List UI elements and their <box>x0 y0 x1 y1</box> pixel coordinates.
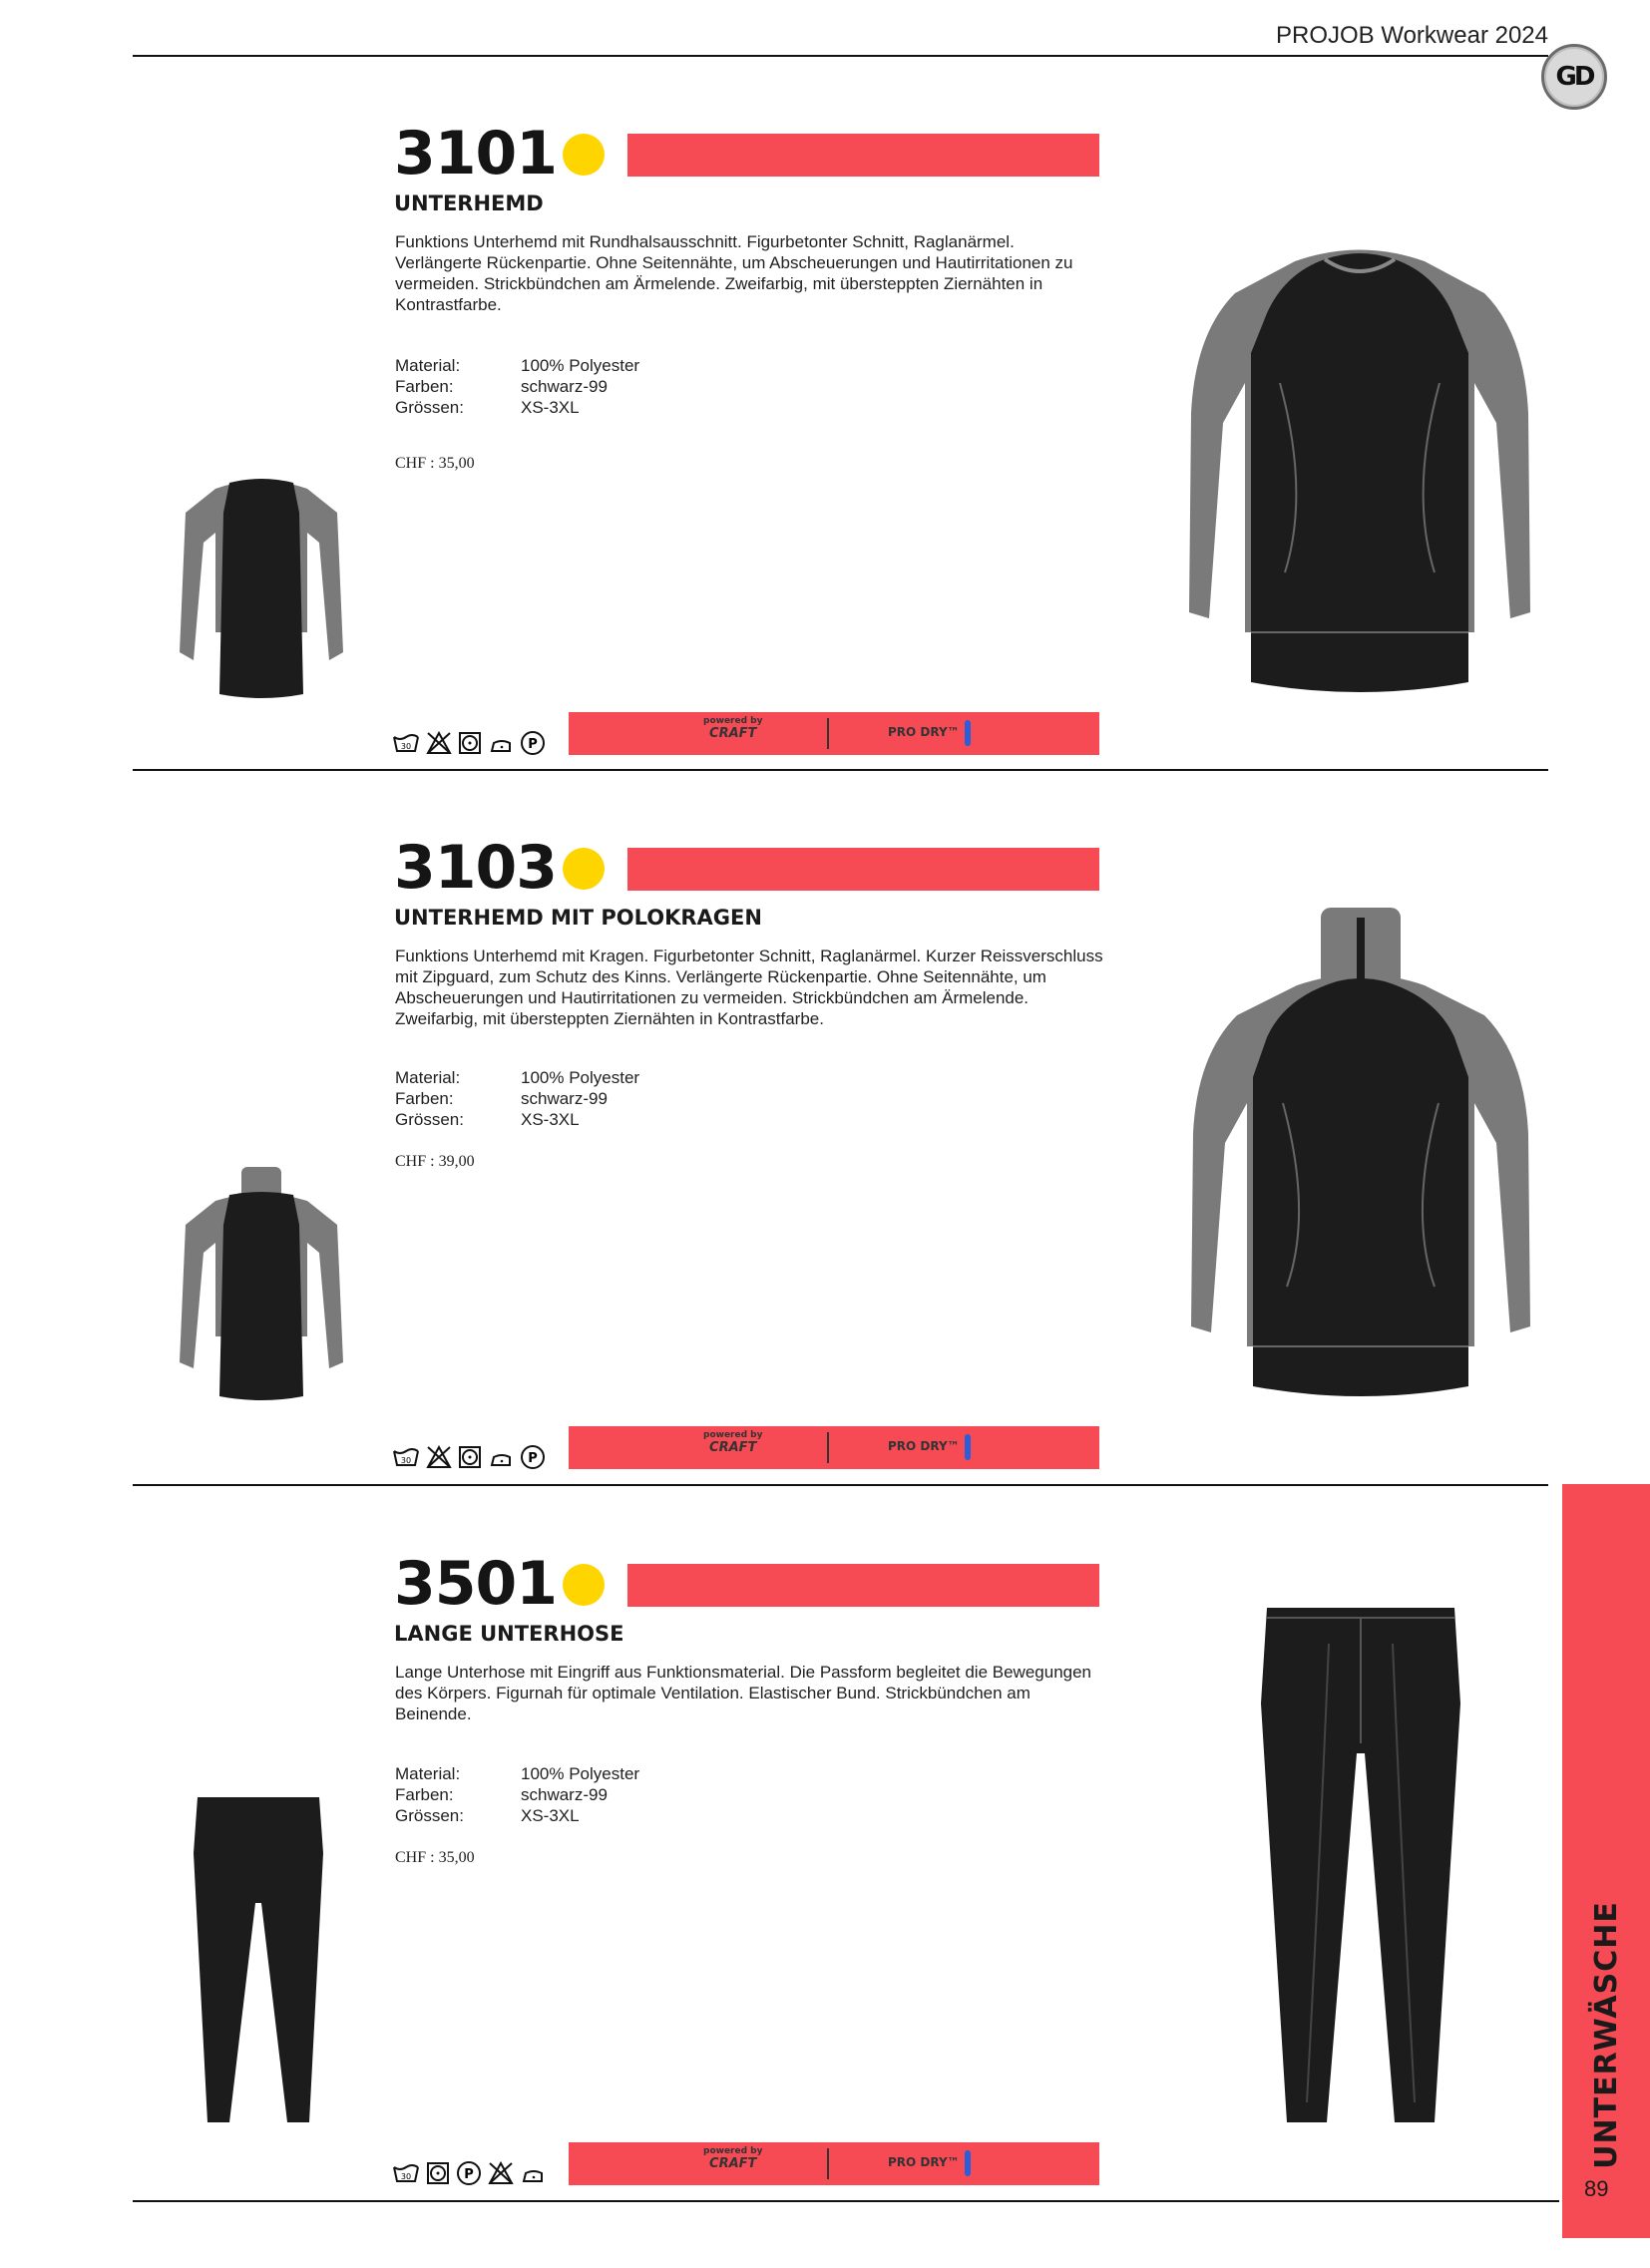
dryclean-p-icon <box>520 1444 546 1470</box>
product-name: LANGE UNTERHOSE <box>394 1622 624 1646</box>
brand-bar <box>569 1426 1099 1469</box>
section-divider <box>133 1484 1548 1486</box>
droplet-icon <box>965 720 971 746</box>
spec-label: Farben: <box>395 377 454 396</box>
brand-logo: GD <box>1541 44 1607 110</box>
category-tab-label: UNTERWÄSCHE <box>1588 1900 1624 2169</box>
care-icons <box>392 1444 546 1470</box>
spec-label: Material: <box>395 1068 461 1087</box>
wash-30-icon <box>392 731 420 755</box>
prodry-logo: PRO DRY™ <box>888 2155 960 2169</box>
color-dot <box>563 848 605 890</box>
header-rule <box>133 55 1548 57</box>
product-price: CHF : 35,00 <box>395 1849 475 1866</box>
prodry-logo: PRO DRY™ <box>888 725 960 739</box>
wash-30-icon <box>392 1445 420 1469</box>
product-specs <box>395 355 639 418</box>
spec-value: schwarz-99 <box>521 1089 608 1108</box>
svg-text:P: P <box>528 1451 538 1466</box>
product-number: 3101 <box>394 119 557 189</box>
dryclean-p-icon <box>520 730 546 756</box>
spec-value: XS-3XL <box>521 1110 580 1129</box>
color-dot <box>563 134 605 176</box>
product-image-back <box>192 1793 325 2126</box>
product-image-front <box>1187 908 1534 1400</box>
spec-value: XS-3XL <box>521 1806 580 1825</box>
product-section <box>0 1549 1650 2268</box>
product-section <box>0 833 1650 1552</box>
craft-logo: powered by CRAFT <box>703 716 763 741</box>
product-name: UNTERHEMD MIT POLOKRAGEN <box>394 906 762 930</box>
product-number: 3103 <box>394 833 557 903</box>
spec-value: 100% Polyester <box>521 356 640 375</box>
prodry-logo: PRO DRY™ <box>888 1439 960 1453</box>
product-specs <box>395 1763 639 1826</box>
product-number: 3501 <box>394 1549 557 1619</box>
spec-value: schwarz-99 <box>521 1785 608 1804</box>
wash-30-icon <box>392 2161 420 2185</box>
product-price: CHF : 39,00 <box>395 1153 475 1170</box>
product-price: CHF : 35,00 <box>395 455 475 472</box>
svg-text:P: P <box>464 2167 474 2182</box>
droplet-icon <box>965 2150 971 2176</box>
spec-value: schwarz-99 <box>521 377 608 396</box>
product-image-back <box>178 1167 345 1402</box>
brand-bar <box>569 2142 1099 2185</box>
no-bleach-icon <box>426 1445 452 1469</box>
spec-label: Grössen: <box>395 1806 464 1825</box>
product-image-back <box>178 473 345 700</box>
spec-label: Farben: <box>395 1785 454 1804</box>
spec-value: XS-3XL <box>521 398 580 417</box>
spec-label: Material: <box>395 356 461 375</box>
product-description: Funktions Unterhemd mit Rundhalsausschnitt. Figurbetonter Schnitt, Raglanärmel. Verlängerte Rückenpartie. Ohne Seitennähte, um Abscheuerungen und Hautirritationen zu vermeiden. Strickbündchen am Ärmelende. Zweifarbig, mit übersteppten Ziernähten in Kontrastfarbe. <box>395 232 1073 314</box>
brand-divider <box>827 1432 829 1463</box>
iron-low-icon <box>488 731 514 755</box>
spec-label: Grössen: <box>395 398 464 417</box>
droplet-icon <box>965 1434 971 1460</box>
tumble-dry-icon <box>426 2161 450 2185</box>
accent-bar <box>627 134 1099 177</box>
product-image-front <box>1259 1604 1462 2126</box>
tumble-dry-icon <box>458 1445 482 1469</box>
no-bleach-icon <box>488 2161 514 2185</box>
section-divider <box>133 769 1548 771</box>
svg-text:30: 30 <box>400 742 412 751</box>
care-icons <box>392 730 546 756</box>
tumble-dry-icon <box>458 731 482 755</box>
page-number: 89 <box>1584 2176 1609 2201</box>
svg-text:30: 30 <box>400 2172 412 2181</box>
product-description: Lange Unterhose mit Eingriff aus Funktionsmaterial. Die Passform begleitet die Bewegungen des Körpers. Figurnah für optimale Ventilation. Elastischer Bund. Strickbündchen am Beinende. <box>395 1663 1092 1723</box>
product-section <box>0 119 1650 838</box>
craft-logo: powered by CRAFT <box>703 2146 763 2171</box>
product-image-front <box>1185 233 1534 694</box>
accent-bar <box>627 1564 1099 1607</box>
brand-divider <box>827 718 829 749</box>
iron-low-icon <box>520 2161 546 2185</box>
brand-bar <box>569 712 1099 755</box>
spec-label: Material: <box>395 1764 461 1783</box>
brand-divider <box>827 2148 829 2179</box>
spec-value: 100% Polyester <box>521 1068 640 1087</box>
product-description: Funktions Unterhemd mit Kragen. Figurbetonter Schnitt, Raglanärmel. Kurzer Reissverschluss mit Zipguard, zum Schutz des Kinns. Verlängerte Rückenpartie. Ohne Seitennähte, um Abscheuerungen und Hautirritationen zu vermeiden. Strickbündchen am Ärmelende. Zweifarbig, mit übersteppten Ziernähten in Kontrastfarbe. <box>395 946 1103 1028</box>
spec-label: Grössen: <box>395 1110 464 1129</box>
iron-low-icon <box>488 1445 514 1469</box>
svg-text:30: 30 <box>400 1456 412 1465</box>
craft-logo: powered by CRAFT <box>703 1430 763 1455</box>
spec-value: 100% Polyester <box>521 1764 640 1783</box>
product-name: UNTERHEMD <box>394 191 544 215</box>
footer-rule <box>133 2200 1559 2202</box>
dryclean-p-icon <box>456 2160 482 2186</box>
product-specs <box>395 1067 639 1130</box>
svg-text:P: P <box>528 737 538 752</box>
header-title: PROJOB Workwear 2024 <box>1276 22 1548 49</box>
care-icons <box>392 2160 546 2186</box>
accent-bar <box>627 848 1099 891</box>
no-bleach-icon <box>426 731 452 755</box>
color-dot <box>563 1564 605 1606</box>
spec-label: Farben: <box>395 1089 454 1108</box>
